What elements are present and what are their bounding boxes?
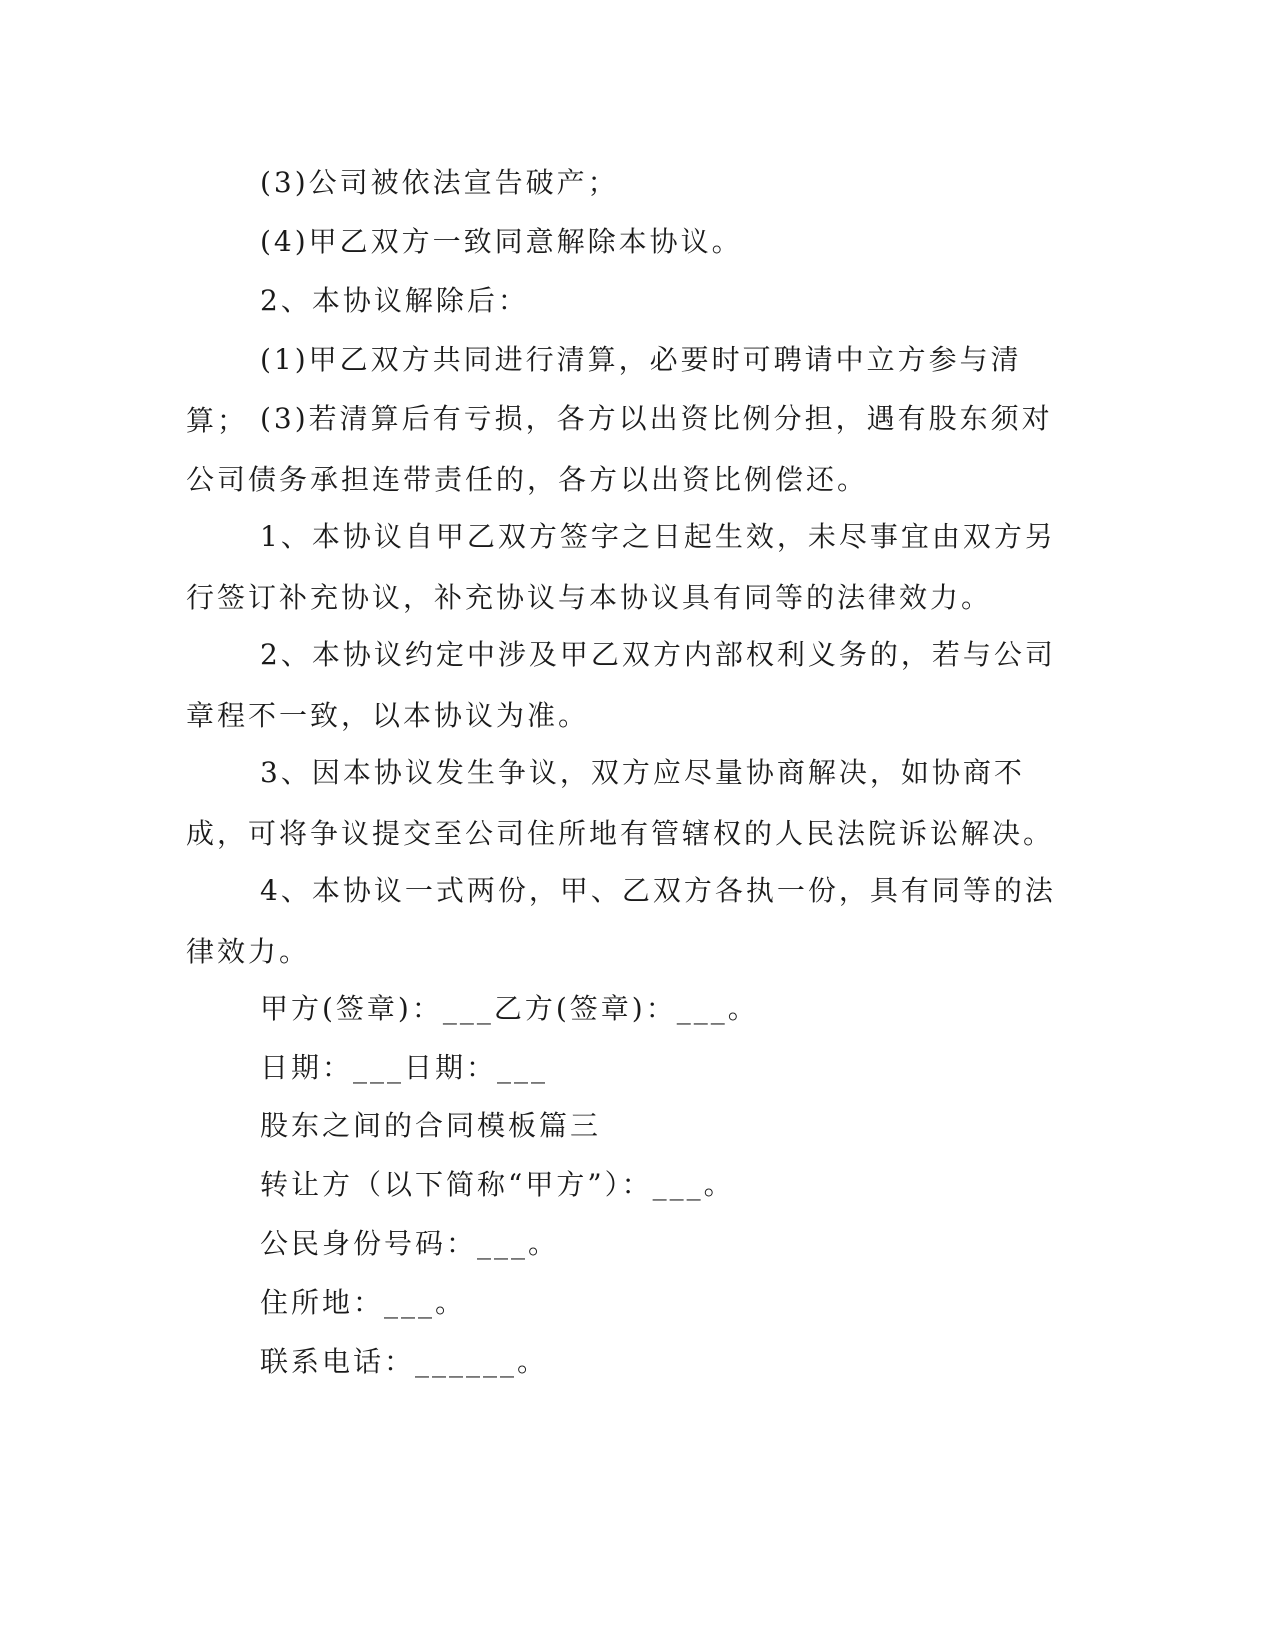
paragraph-liquidation: (1)甲乙双方共同进行清算，必要时可聘请中立方参与清算； — [186, 343, 1022, 437]
paragraph-losses: (3)若清算后有亏损，各方以出资比例分担，遇有股东须对公司债务承担连带责任的，各方以出资比例偿还。 — [186, 402, 1053, 496]
paragraph-copies: 4、本协议一式两份，甲、乙双方各执一份，具有同等的法律效力。 — [186, 874, 1056, 968]
paragraph-dispute: 3、因本协议发生争议，双方应尽量协商解决，如协商不成，可将争议提交至公司住所地有管辖权的人民法院诉讼解决。 — [186, 756, 1055, 850]
date-line: 日期：___日期：___ — [260, 1051, 549, 1084]
signature-line: 甲方(签章)：___乙方(签章)：___。 — [260, 992, 759, 1025]
transferor-line: 转让方（以下简称“甲方”）：___。 — [260, 1168, 735, 1201]
id-number-line: 公民身份号码：___。 — [260, 1227, 560, 1260]
section-heading: 股东之间的合同模板篇三 — [260, 1109, 602, 1142]
address-line: 住所地：___。 — [260, 1286, 467, 1319]
phone-line: 联系电话：______。 — [260, 1345, 549, 1378]
paragraph-effectiveness: 1、本协议自甲乙双方签字之日起生效，未尽事宜由双方另行签订补充协议，补充协议与本协议具有同等的法律效力。 — [186, 520, 1056, 614]
paragraph-precedence: 2、本协议约定中涉及甲乙双方内部权利义务的，若与公司章程不一致，以本协议为准。 — [186, 638, 1056, 732]
paragraph-mutual-termination: (4)甲乙双方一致同意解除本协议。 — [260, 225, 743, 258]
paragraph-bankruptcy: (3)公司被依法宣告破产； — [260, 166, 619, 199]
paragraph-after-termination: 2、本协议解除后： — [260, 284, 529, 317]
